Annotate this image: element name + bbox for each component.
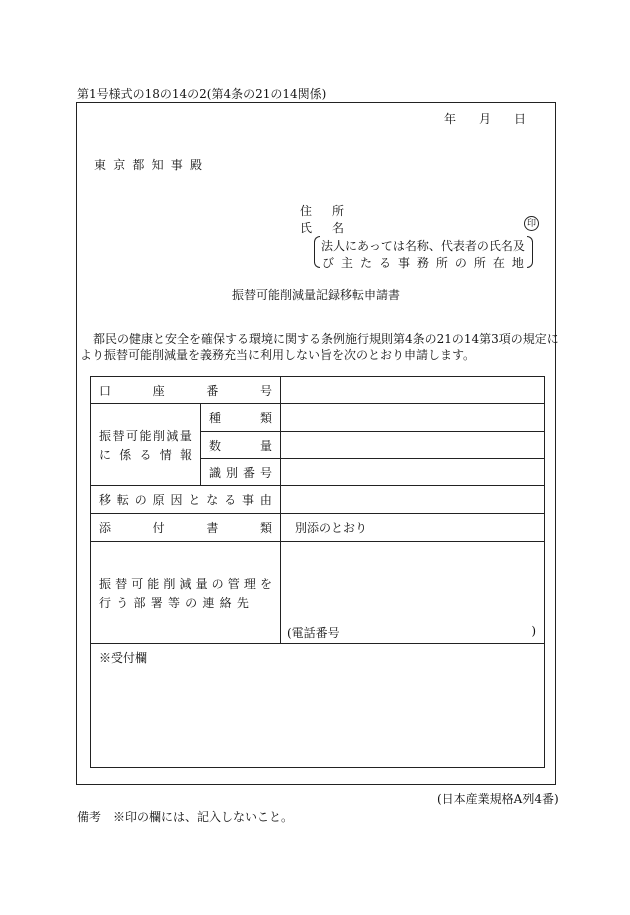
corp-note-line2: び 主 た る 事 務 所 の 所 在 地 [322,256,524,270]
table-row-account [91,377,545,404]
name-label: 氏 名 [300,221,344,235]
document-title: 振替可能削減量記録移転申請書 [232,288,401,302]
table-row-contact [91,542,545,644]
right-bracket [527,236,533,268]
phone-close: ) [531,624,536,638]
info-table [90,376,545,768]
year-label: 年 [444,112,457,126]
transfer-reason-label: 移 転 の 原 因 と な る 事 由 [91,486,281,514]
paper-size-note: (日本産業規格A列4番) [437,792,559,806]
remarks: 備考 ※印の欄には、記入しないこと。 [77,810,294,824]
table-row-reason [91,486,545,514]
intro-line2: より振替可能削減量を義務充当に利用しない旨を次のとおり申請します。 [80,348,476,362]
reception-label: ※受付欄 [99,651,148,665]
phone-open: (電話番号 [287,626,340,640]
date-line [444,110,526,127]
account-number-value[interactable] [281,377,545,404]
corp-note-line1: 法人にあっては名称、代表者の氏名及 [321,239,525,253]
quantity-value[interactable] [281,432,545,459]
contact-value[interactable] [281,542,545,644]
seal-mark: 印 [524,216,539,231]
table-row-attachments [91,514,545,542]
left-bracket [314,236,320,268]
type-label: 種 類 [201,404,281,432]
attachments-value: 別添のとおり [281,514,545,542]
table-row-type [91,404,545,432]
reduction-info-label: 振 替 可 能 削 減 量 に 係 る 情 報 [91,404,201,486]
intro-line1: 都民の健康と安全を確保する環境に関する条例施行規則第4条の21の14第3項の規定に [93,332,559,346]
reception-box [91,644,545,768]
quantity-label: 数 量 [201,432,281,459]
day-label: 日 [513,112,526,126]
month-label: 月 [478,112,491,126]
contact-label: 振 替 可 能 削 減 量 の 管 理 を 行 う 部 署 等 の 連 絡 先 [91,542,281,644]
id-number-value[interactable] [281,459,545,486]
addressee: 東 京 都 知 事 殿 [94,158,202,172]
id-number-label: 識 別 番 号 [201,459,281,486]
attachments-label: 添 付 書 類 [91,514,281,542]
form-number: 第1号様式の18の14の2(第4条の21の14関係) [77,87,327,101]
type-value[interactable] [281,404,545,432]
address-label: 住 所 [300,204,344,218]
account-number-label: 口 座 番 号 [91,377,281,404]
transfer-reason-value[interactable] [281,486,545,514]
table-row-reception [91,644,545,768]
